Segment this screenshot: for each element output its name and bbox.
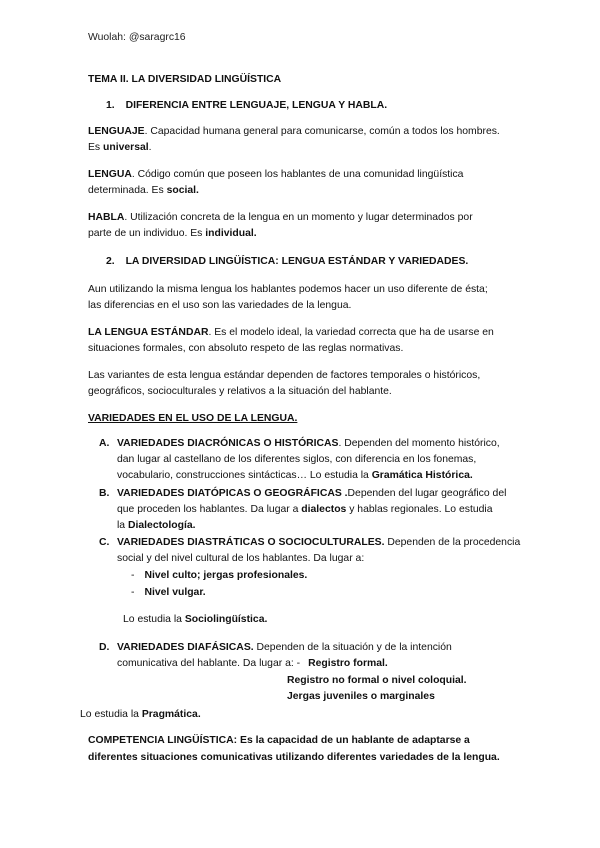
registro-jergas: Jergas juveniles o marginales xyxy=(287,691,435,702)
registro-jergas-line xyxy=(287,689,435,705)
lengua-social: social. xyxy=(166,185,199,196)
lengua-definition-line2 xyxy=(88,183,199,199)
lengua-text: . Código común que poseen los hablantes de una comunidad lingüística xyxy=(131,169,464,180)
variety-a-discipline: Gramática Histórica. xyxy=(371,470,473,481)
variety-b-text1: Dependen del lugar geográfico del xyxy=(347,488,507,499)
lenguaje-universal: universal xyxy=(103,142,149,153)
variety-b-dialectos: dialectos xyxy=(301,504,347,515)
variety-b-line2 xyxy=(117,502,492,518)
competencia-line2: diferentes situaciones comunicativas utilizando diferentes variedades de la lengua. xyxy=(88,752,500,763)
variety-c-discipline: Sociolingüística. xyxy=(184,614,268,625)
variety-b-letter: B. xyxy=(99,488,110,499)
variety-b-text3: la xyxy=(117,520,128,531)
lenguaje-term: LENGUAJE xyxy=(88,126,145,137)
variety-c xyxy=(117,535,520,551)
variety-d xyxy=(117,640,452,656)
variety-d-line2 xyxy=(117,656,388,672)
variety-b-text2b: y hablas regionales. Lo estudia xyxy=(346,504,493,515)
lengua-text2: determinada. Es xyxy=(88,185,167,196)
registro-formal: Registro formal. xyxy=(308,658,388,669)
habla-text: . Utilización concreta de la lengua en un momento y lugar determinados por xyxy=(124,212,473,223)
variantes-line2: geográficos, socioculturales y relativos a la situación del hablante. xyxy=(88,386,392,397)
variety-b-line3 xyxy=(117,518,196,534)
lenguaje-definition-line2 xyxy=(88,140,152,156)
variety-d-text2: comunicativa del hablante. Da lugar a: - xyxy=(117,658,301,669)
competencia-line1: COMPETENCIA LINGÜÍSTICA: Es la capacidad de un hablante de adaptarse a xyxy=(88,735,470,746)
lenguaje-period: . xyxy=(148,142,152,153)
section-2-number: 2. xyxy=(106,256,115,267)
habla-definition-line2 xyxy=(88,226,257,242)
registro-coloquial: Registro no formal o nivel coloquial. xyxy=(287,675,467,686)
variety-a-line3 xyxy=(117,468,473,484)
page-title: TEMA II. LA DIVERSIDAD LINGÜÍSTICA xyxy=(88,74,282,85)
variety-d-studies-text: Lo estudia la xyxy=(80,709,142,720)
lengua-term: LENGUA xyxy=(88,169,132,180)
variety-c-item-1-text: Nivel culto; jergas profesionales. xyxy=(144,570,308,581)
section-2-heading xyxy=(106,254,468,270)
variety-b-term: VARIEDADES DIATÓPICAS O GEOGRÁFICAS . xyxy=(117,488,348,499)
variety-c-item-1 xyxy=(131,568,307,584)
variety-a-letter: A. xyxy=(99,438,110,449)
lenguaje-definition xyxy=(88,124,500,140)
variety-d-letter: D. xyxy=(99,642,110,653)
section-1-number: 1. xyxy=(106,100,115,111)
habla-definition xyxy=(88,210,473,226)
bullet-dash: - xyxy=(131,587,135,598)
variety-d-term: VARIEDADES DIAFÁSICAS. xyxy=(117,642,254,653)
variety-a-term: VARIEDADES DIACRÓNICAS O HISTÓRICAS xyxy=(117,438,339,449)
lengua-definition xyxy=(88,167,463,183)
variety-b xyxy=(117,486,506,502)
estandar-term: LA LENGUA ESTÁNDAR xyxy=(88,327,209,338)
estandar-text: . Es el modelo ideal, la variedad correcta que ha de usarse en xyxy=(208,327,494,338)
variety-a-text3: vocabulario, construcciones sintácticas… Lo estudia la xyxy=(117,470,372,481)
variety-d-studies xyxy=(80,707,201,723)
estandar-line2: situaciones formales, con absoluto respeto de las reglas normativas. xyxy=(88,343,404,354)
bullet-dash: - xyxy=(131,570,135,581)
section-1-title: DIFERENCIA ENTRE LENGUAJE, LENGUA Y HABLA. xyxy=(125,100,388,111)
variety-a-line2: dan lugar al castellano de los diferentes siglos, con diferencia en los fonemas, xyxy=(117,454,477,465)
variedades-heading: VARIEDADES EN EL USO DE LA LENGUA. xyxy=(88,413,298,424)
variety-c-letter: C. xyxy=(99,537,110,548)
lenguaje-text: . Capacidad humana general para comunicarse, común a todos los hombres. xyxy=(144,126,500,137)
estandar-definition xyxy=(88,325,494,341)
habla-individual: individual. xyxy=(205,228,257,239)
variety-c-item-2 xyxy=(131,585,206,601)
variety-c-text1: Dependen de la procedencia xyxy=(384,537,521,548)
variety-a-text1: . Dependen del momento histórico, xyxy=(338,438,500,449)
section-2-title: LA DIVERSIDAD LINGÜÍSTICA: LENGUA ESTÁNDAR Y VARIEDADES. xyxy=(125,256,469,267)
variety-c-studies xyxy=(123,612,267,628)
habla-text2: parte de un individuo. Es xyxy=(88,228,206,239)
variety-d-text1: Dependen de la situación y de la intención xyxy=(253,642,452,653)
section-1-heading xyxy=(106,98,387,114)
header-attribution: Wuolah: @saragrc16 xyxy=(88,32,186,43)
variety-c-term: VARIEDADES DIASTRÁTICAS O SOCIOCULTURALES. xyxy=(117,537,385,548)
lenguaje-text2: Es xyxy=(88,142,104,153)
variety-d-discipline: Pragmática. xyxy=(141,709,201,720)
variety-b-text2: que proceden los hablantes. Da lugar a xyxy=(117,504,302,515)
intro-line1: Aun utilizando la misma lengua los hablantes podemos hacer un uso diferente de ésta; xyxy=(88,284,488,295)
variety-c-studies-text: Lo estudia la xyxy=(123,614,185,625)
habla-term: HABLA xyxy=(88,212,125,223)
variantes-line1: Las variantes de esta lengua estándar dependen de factores temporales o históricos, xyxy=(88,370,481,381)
variety-a xyxy=(117,436,500,452)
variety-c-line2: social y del nivel cultural de los hablantes. Da lugar a: xyxy=(117,553,365,564)
variety-b-discipline: Dialectología. xyxy=(127,520,196,531)
variety-c-item-2-text: Nivel vulgar. xyxy=(144,587,206,598)
intro-line2: las diferencias en el uso son las variedades de la lengua. xyxy=(88,300,352,311)
